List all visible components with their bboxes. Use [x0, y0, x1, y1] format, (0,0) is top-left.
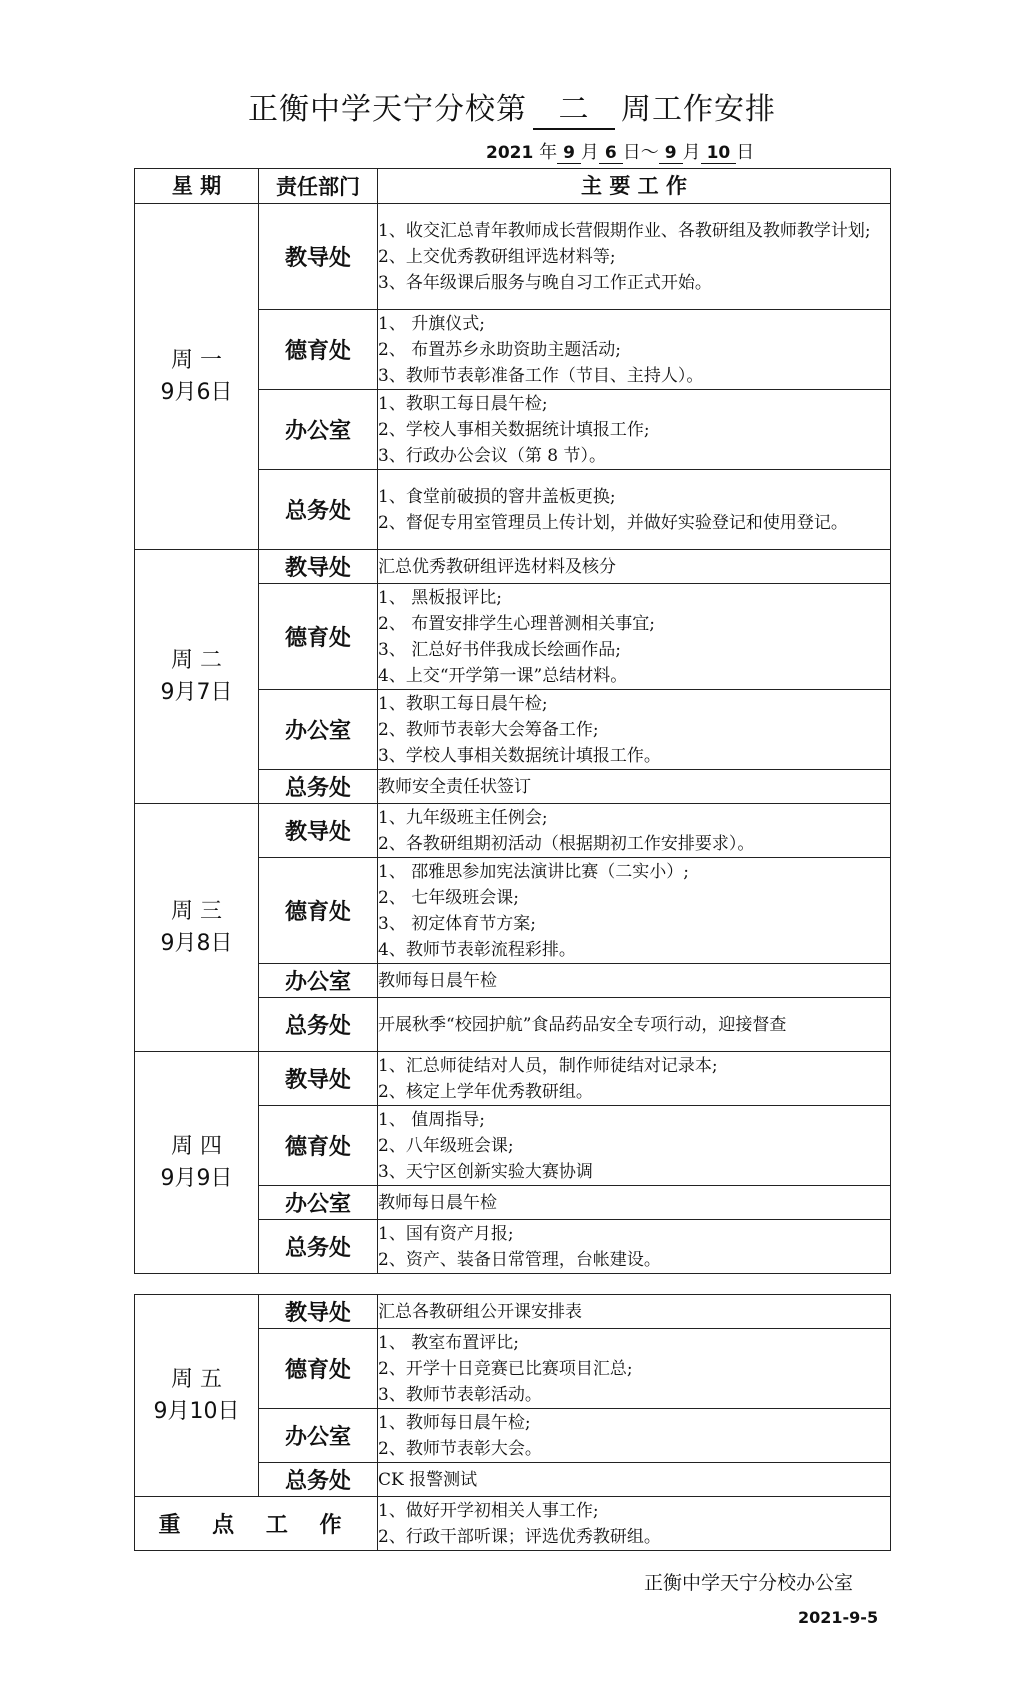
work-cell: [378, 390, 891, 470]
work-cell: [378, 804, 891, 858]
work-cell: [378, 550, 891, 584]
day-name: 周 五: [171, 1366, 222, 1392]
work-cell: [378, 1295, 891, 1329]
work-item: 2、资产、装备日常管理，台帐建设。: [378, 1249, 661, 1270]
title-prefix: 正衡中学天宁分校第: [248, 92, 527, 127]
day-tilde: 日～: [622, 142, 659, 163]
day-cell: [135, 1052, 259, 1274]
work-cell: [378, 964, 891, 998]
work-item: 4、上交“开学第一课”总结材料。: [378, 665, 628, 686]
work-item: 2、学校人事相关数据统计填报工作;: [378, 419, 650, 440]
date-range: [486, 138, 754, 164]
dept-cell: 总务处: [259, 998, 378, 1052]
dept-cell: 教导处: [259, 1295, 378, 1329]
work-item: 1、 黑板报评比;: [378, 587, 502, 608]
dept-cell: 办公室: [259, 690, 378, 770]
dept-cell: 总务处: [259, 470, 378, 550]
work-item: 2、教师节表彰大会筹备工作;: [378, 719, 599, 740]
title-week-number: 二: [533, 84, 615, 130]
dept-cell: 总务处: [259, 770, 378, 804]
dept-cell: 德育处: [259, 1106, 378, 1186]
dept-cell: 办公室: [259, 964, 378, 998]
work-cell: [378, 858, 891, 964]
work-cell: [378, 584, 891, 690]
work-item: 1、收交汇总青年教师成长营假期作业、各教研组及教师教学计划;: [378, 220, 871, 241]
work-item: 1、国有资产月报;: [378, 1223, 514, 1244]
work-item: 2、上交优秀教研组评选材料等;: [378, 246, 616, 267]
work-item: 1、教职工每日晨午检;: [378, 693, 548, 714]
work-item: 1、教师每日晨午检;: [378, 1412, 531, 1433]
work-item: 1、食堂前破损的窨井盖板更换;: [378, 486, 616, 507]
work-item: 2、八年级班会课;: [378, 1135, 514, 1156]
schedule-table-friday: [134, 1294, 891, 1551]
work-item: 1、 升旗仪式;: [378, 313, 485, 334]
day-cell: [135, 550, 259, 804]
work-item: 3、各年级课后服务与晚自习工作正式开始。: [378, 272, 712, 293]
end-day: 10: [701, 143, 737, 164]
dept-cell: 德育处: [259, 584, 378, 690]
schedule-row: [135, 204, 891, 310]
work-item: 教师每日晨午检: [378, 970, 497, 991]
day-cell: [135, 204, 259, 550]
work-cell: [378, 470, 891, 550]
dept-cell: 教导处: [259, 204, 378, 310]
work-cell: [378, 1186, 891, 1220]
day-name: 周 三: [171, 898, 222, 924]
schedule-row: [135, 804, 891, 858]
work-item: 2、 七年级班会课;: [378, 887, 519, 908]
day-date: 9月6日: [160, 379, 233, 405]
work-item: 教师安全责任状签订: [378, 776, 531, 797]
work-item: 2、各教研组期初活动（根据期初工作安排要求）。: [378, 833, 755, 854]
work-item: 2、核定上学年优秀教研组。: [378, 1081, 593, 1102]
day-date: 9月7日: [160, 679, 233, 705]
work-item: CK 报警测试: [378, 1469, 478, 1490]
day-date: 9月10日: [153, 1398, 240, 1424]
dept-cell: 教导处: [259, 1052, 378, 1106]
work-item: 3、教师节表彰准备工作（节目、主持人）。: [378, 365, 704, 386]
key-work-label: 重 点 工 作: [135, 1497, 378, 1551]
day-name: 周 四: [171, 1133, 222, 1159]
title-suffix: 周工作安排: [621, 92, 776, 127]
start-day: 6: [599, 143, 623, 164]
day-name: 周 一: [171, 347, 222, 373]
start-year: 2021: [486, 143, 534, 163]
work-item: 2、 布置安排学生心理普测相关事宜;: [378, 613, 655, 634]
work-item: 3、教师节表彰活动。: [378, 1384, 542, 1405]
dept-cell: 总务处: [259, 1220, 378, 1274]
month-char: 月: [580, 142, 599, 163]
dept-cell: 总务处: [259, 1463, 378, 1497]
work-item: 3、 汇总好书伴我成长绘画作品;: [378, 639, 621, 660]
work-item: 1、 邵雅思参加宪法演讲比赛（二实小）;: [378, 861, 689, 882]
work-item: 1、 教室布置评比;: [378, 1332, 519, 1353]
work-cell: [378, 1220, 891, 1274]
day-cell: [135, 804, 259, 1052]
schedule-row: [135, 1295, 891, 1329]
work-cell: [378, 1106, 891, 1186]
start-month: 9: [557, 143, 581, 164]
day-cell: [135, 1295, 259, 1497]
key-work-item: 2、行政干部听课；评选优秀教研组。: [378, 1526, 661, 1547]
year-char: 年: [539, 142, 558, 163]
footer-date: 2021-9-5: [798, 1608, 879, 1627]
work-item: 1、教职工每日晨午检;: [378, 393, 548, 414]
dept-cell: 德育处: [259, 858, 378, 964]
work-item: 1、汇总师徒结对人员，制作师徒结对记录本;: [378, 1055, 718, 1076]
work-item: 2、 布置苏乡永助资助主题活动;: [378, 339, 621, 360]
work-item: 3、 初定体育节方案;: [378, 913, 536, 934]
dept-cell: 德育处: [259, 310, 378, 390]
day-char: 日: [736, 142, 755, 163]
work-item: 3、学校人事相关数据统计填报工作。: [378, 745, 661, 766]
work-item: 3、天宁区创新实验大赛协调: [378, 1161, 593, 1182]
day-date: 9月8日: [160, 930, 233, 956]
work-item: 4、教师节表彰流程彩排。: [378, 939, 576, 960]
key-work-cell: [378, 1497, 891, 1551]
work-item: 3、行政办公会议（第 8 节）。: [378, 445, 606, 466]
work-cell: [378, 1409, 891, 1463]
work-cell: [378, 1329, 891, 1409]
day-date: 9月9日: [160, 1165, 233, 1191]
dept-cell: 教导处: [259, 804, 378, 858]
work-item: 1、 值周指导;: [378, 1109, 485, 1130]
work-item: 2、开学十日竞赛已比赛项目汇总;: [378, 1358, 633, 1379]
header-work: 主 要 工 作: [378, 169, 891, 204]
footer-office: 正衡中学天宁分校办公室: [644, 1572, 854, 1594]
schedule-row: [135, 1052, 891, 1106]
header-row: [135, 169, 891, 204]
work-cell: [378, 690, 891, 770]
work-cell: [378, 204, 891, 310]
work-item: 2、教师节表彰大会。: [378, 1438, 542, 1459]
dept-cell: 德育处: [259, 1329, 378, 1409]
work-item: 汇总优秀教研组评选材料及核分: [378, 556, 616, 577]
work-item: 1、九年级班主任例会;: [378, 807, 548, 828]
page-title: [0, 84, 1024, 130]
month-char-2: 月: [682, 142, 701, 163]
dept-cell: 办公室: [259, 1186, 378, 1220]
key-work-row: [135, 1497, 891, 1551]
dept-cell: 办公室: [259, 390, 378, 470]
header-dept: 责任部门: [259, 169, 378, 204]
work-cell: [378, 998, 891, 1052]
key-work-item: 1、做好开学初相关人事工作;: [378, 1500, 599, 1521]
dept-cell: 教导处: [259, 550, 378, 584]
work-item: 开展秋季“校园护航”食品药品安全专项行动，迎接督查: [378, 1014, 787, 1035]
work-item: 教师每日晨午检: [378, 1192, 497, 1213]
work-item: 2、督促专用室管理员上传计划，并做好实验登记和使用登记。: [378, 512, 848, 533]
schedule-row: [135, 550, 891, 584]
dept-cell: 办公室: [259, 1409, 378, 1463]
work-cell: [378, 1052, 891, 1106]
work-cell: [378, 310, 891, 390]
work-cell: [378, 1463, 891, 1497]
work-cell: [378, 770, 891, 804]
header-day: 星 期: [135, 169, 259, 204]
end-month: 9: [659, 143, 683, 164]
work-item: 汇总各教研组公开课安排表: [378, 1301, 582, 1322]
schedule-table: [134, 168, 891, 1274]
day-name: 周 二: [171, 647, 222, 673]
